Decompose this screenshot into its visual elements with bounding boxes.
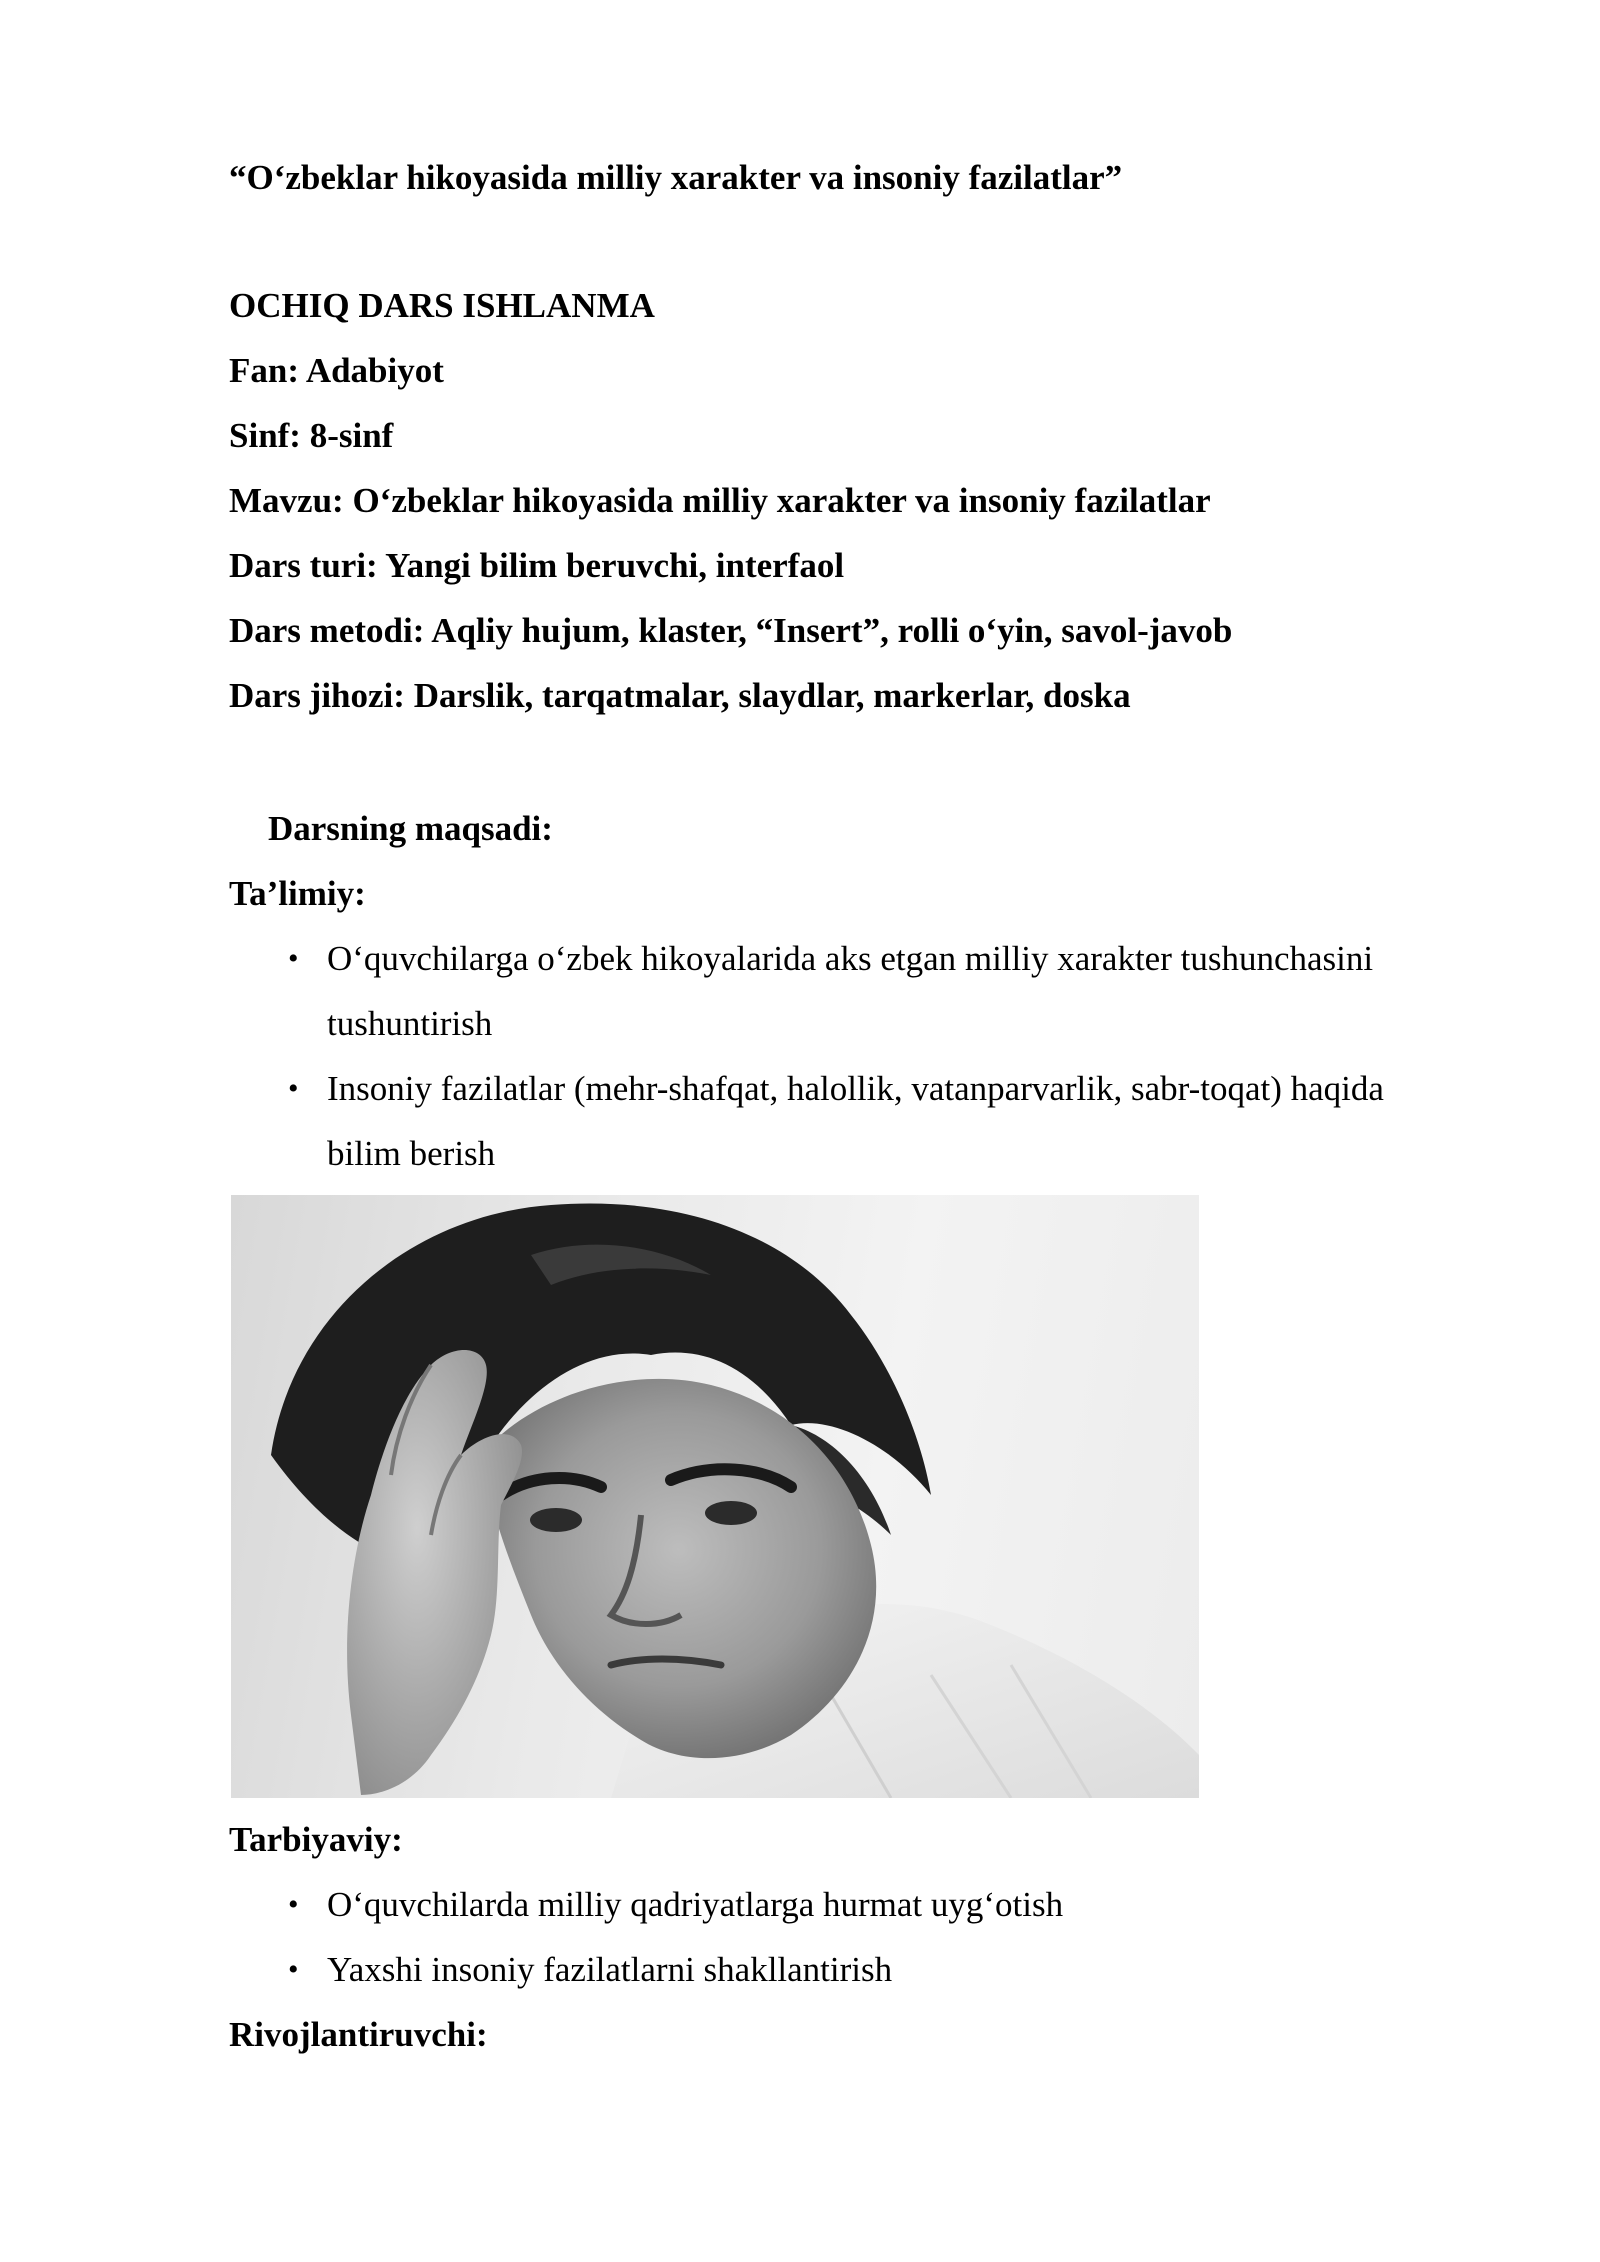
grade-line: Sinf: 8-sinf	[229, 416, 394, 455]
lesson-equipment-line: Dars jihozi: Darslik, tarqatmalar, slaydlar, markerlar, doska	[229, 676, 1131, 715]
document-title: “O‘zbeklar hikoyasida milliy xarakter va insoniy fazilatlar”	[229, 158, 1123, 197]
lesson-goal-heading: Darsning maqsadi:	[268, 809, 553, 848]
lesson-type-line: Dars turi: Yangi bilim beruvchi, interfaol	[229, 546, 845, 585]
portrait-illustration	[231, 1195, 1199, 1798]
list-item: Insoniy fazilatlar (mehr-shafqat, halollik, vatanparvarlik, sabr-toqat) haqida	[327, 1069, 1384, 1108]
author-portrait-photo	[231, 1195, 1199, 1798]
bullet-icon: •	[288, 1072, 299, 1105]
upbringing-heading: Tarbiyaviy:	[229, 1820, 403, 1859]
list-item-continuation: tushuntirish	[327, 1004, 493, 1043]
list-item-continuation: bilim berish	[327, 1134, 496, 1173]
lesson-method-line: Dars metodi: Aqliy hujum, klaster, “Insert”, rolli o‘yin, savol-javob	[229, 611, 1233, 650]
bullet-icon: •	[288, 942, 299, 975]
topic-line: Mavzu: O‘zbeklar hikoyasida milliy xarakter va insoniy fazilatlar	[229, 481, 1211, 520]
list-item: O‘quvchilarga o‘zbek hikoyalarida aks etgan milliy xarakter tushunchasini	[327, 939, 1374, 978]
lesson-plan-heading: OCHIQ DARS ISHLANMA	[229, 286, 655, 325]
educational-heading: Ta’limiy:	[229, 874, 366, 913]
subject-line: Fan: Adabiyot	[229, 351, 444, 390]
list-item: O‘quvchilarda milliy qadriyatlarga hurmat uyg‘otish	[327, 1885, 1064, 1924]
list-item: Yaxshi insoniy fazilatlarni shakllantirish	[327, 1950, 893, 1989]
bullet-icon: •	[288, 1953, 299, 1986]
developmental-heading: Rivojlantiruvchi:	[229, 2015, 488, 2054]
bullet-icon: •	[288, 1888, 299, 1921]
